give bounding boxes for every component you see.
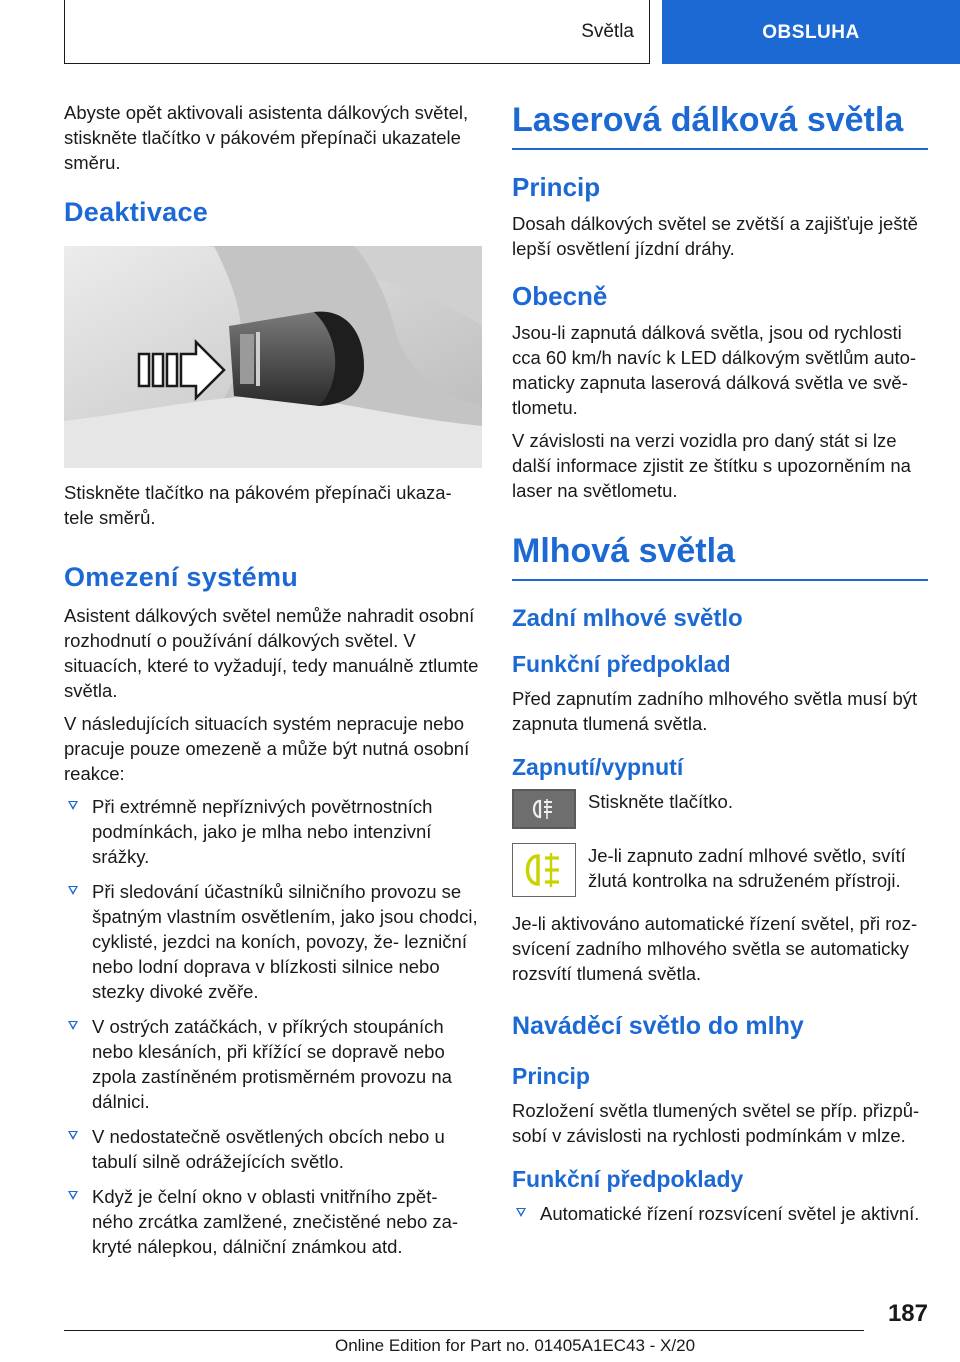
bullet-triangle-icon	[68, 801, 78, 810]
laser-heading: Laserová dálková světla	[512, 100, 928, 150]
chapter-tab	[662, 0, 960, 64]
rear-fog-indicator-icon	[512, 843, 576, 897]
bullet-triangle-icon	[68, 1191, 78, 1200]
list-item-text: V ostrých zatáčkách, v příkrých stoupáních nebo klesáních, při křížící se dopravě nebo zpola zastíněném protisměrném provozu na dálnici.	[92, 1016, 452, 1112]
guide-principle-heading: Princip	[512, 1063, 590, 1089]
general-paragraph-1: Jsou-li zapnutá dálková světla, jsou od rychlosti cca 60 km/h navíc k LED dálkovým světlům auto‐ maticky zapnuta laserová dálková světla ve svě‐ tlometu.	[512, 322, 917, 418]
bullet-triangle-icon	[516, 1208, 526, 1217]
list-item	[64, 1124, 482, 1174]
guide-precondition-heading: Funkční předpoklady	[512, 1166, 744, 1192]
fog-heading: Mlhová světla	[512, 531, 928, 581]
list-item-text: Při extrémně nepříznivých povětrnostních podmínkách, jako je mlha nebo intenzivní srážky.	[92, 796, 433, 867]
turn-signal-lever-photo	[64, 246, 482, 468]
edition-text: Online Edition for Part no. 01405A1EC43 - X/20	[334, 1336, 696, 1355]
auto-lights-text: Je-li aktivováno automatické řízení světel, při roz‐ svícení zadního mlhového světla se automaticky rozsvítí tlumená světla.	[512, 913, 918, 984]
rear-fog-heading: Zadní mlhové světlo	[512, 605, 743, 632]
button-row	[512, 789, 928, 829]
guide-list	[512, 1201, 928, 1226]
principle-heading: Princip	[512, 172, 601, 202]
list-item-text: Automatické řízení rozsvícení světel je aktivní.	[540, 1203, 920, 1224]
page-number: 187	[887, 1300, 928, 1327]
indicator-text: Je-li zapnuto zadní mlhové světlo, svítí žlutá kontrolka na sdruženém přístroji.	[588, 845, 906, 891]
indicator-row	[512, 843, 928, 897]
section-title: Světla	[581, 21, 634, 42]
list-item	[64, 1184, 482, 1259]
intro-paragraph: Abyste opět aktivovali asistenta dálkových světel, stiskněte tlačítko v pákovém přepínači ukazatele směru.	[64, 102, 469, 173]
list-item-text: V nedostatečně osvětlených obcích nebo u tabulí silně odrážejících světlo.	[92, 1126, 445, 1172]
precondition-text: Před zapnutím zadního mlhového světla musí být zapnuta tlumená světla.	[512, 688, 918, 734]
limits-list	[64, 794, 482, 1259]
image-caption: Stiskněte tlačítko na pákovém přepínači ukaza‐ tele směrů.	[64, 482, 452, 528]
list-item-text: Když je čelní okno v oblasti vnitřního zpět‐ ného zrcátka zamlžené, znečistěné nebo za‐ kryté nálepkou, dálniční známkou atd.	[92, 1186, 459, 1257]
limits-heading: Omezení systému	[64, 562, 299, 592]
precondition-heading: Funkční předpoklad	[512, 651, 731, 677]
press-button-text: Stiskněte tlačítko.	[588, 791, 733, 812]
list-item	[64, 794, 482, 869]
rear-fog-button-icon	[512, 789, 576, 829]
bullet-triangle-icon	[68, 886, 78, 895]
fog-guide-heading: Naváděcí světlo do mlhy	[512, 1012, 804, 1040]
list-item	[64, 1014, 482, 1114]
right-column	[512, 100, 928, 1236]
list-item	[64, 879, 482, 1004]
list-item	[512, 1201, 928, 1226]
bullet-triangle-icon	[68, 1021, 78, 1030]
list-item-text: Při sledování účastníků silničního provozu se špatným vlastním osvětlením, jako jsou chodci, cyklisté, jezdci na koních, povozy, že‐ lezniční nebo lodní doprava v blízkosti silnice nebo stezky divoké zvěře.	[92, 881, 478, 1002]
guide-principle-text: Rozložení světla tlumených světel se příp. přizpů‐ sobí v závislosti na rychlosti podmínkám v mlze.	[512, 1100, 920, 1146]
onoff-heading: Zapnutí/vypnutí	[512, 754, 684, 780]
general-heading: Obecně	[512, 281, 608, 311]
limits-paragraph-1: Asistent dálkových světel nemůže nahradit osobní rozhodnutí o používání dálkových světel. V situacích, které to vyžadují, tedy manuálně ztlumte světla.	[64, 605, 479, 701]
bullet-triangle-icon	[68, 1131, 78, 1140]
chapter-label: OBSLUHA	[762, 22, 860, 43]
left-column	[64, 100, 482, 1269]
general-paragraph-2: V závislosti na verzi vozidla pro daný stát si lze další informace zjistit ze štítku s upozorněním na laser na světlometu.	[512, 430, 911, 501]
deactivation-heading: Deaktivace	[64, 197, 209, 227]
principle-text: Dosah dálkových světel se zvětší a zajišťuje ještě lepší osvětlení jízdní dráhy.	[512, 213, 918, 259]
footer-divider	[64, 1330, 864, 1331]
limits-paragraph-2: V následujících situacích systém nepracuje nebo pracuje pouze omezeně a může být nutná osobní reakce:	[64, 713, 470, 784]
